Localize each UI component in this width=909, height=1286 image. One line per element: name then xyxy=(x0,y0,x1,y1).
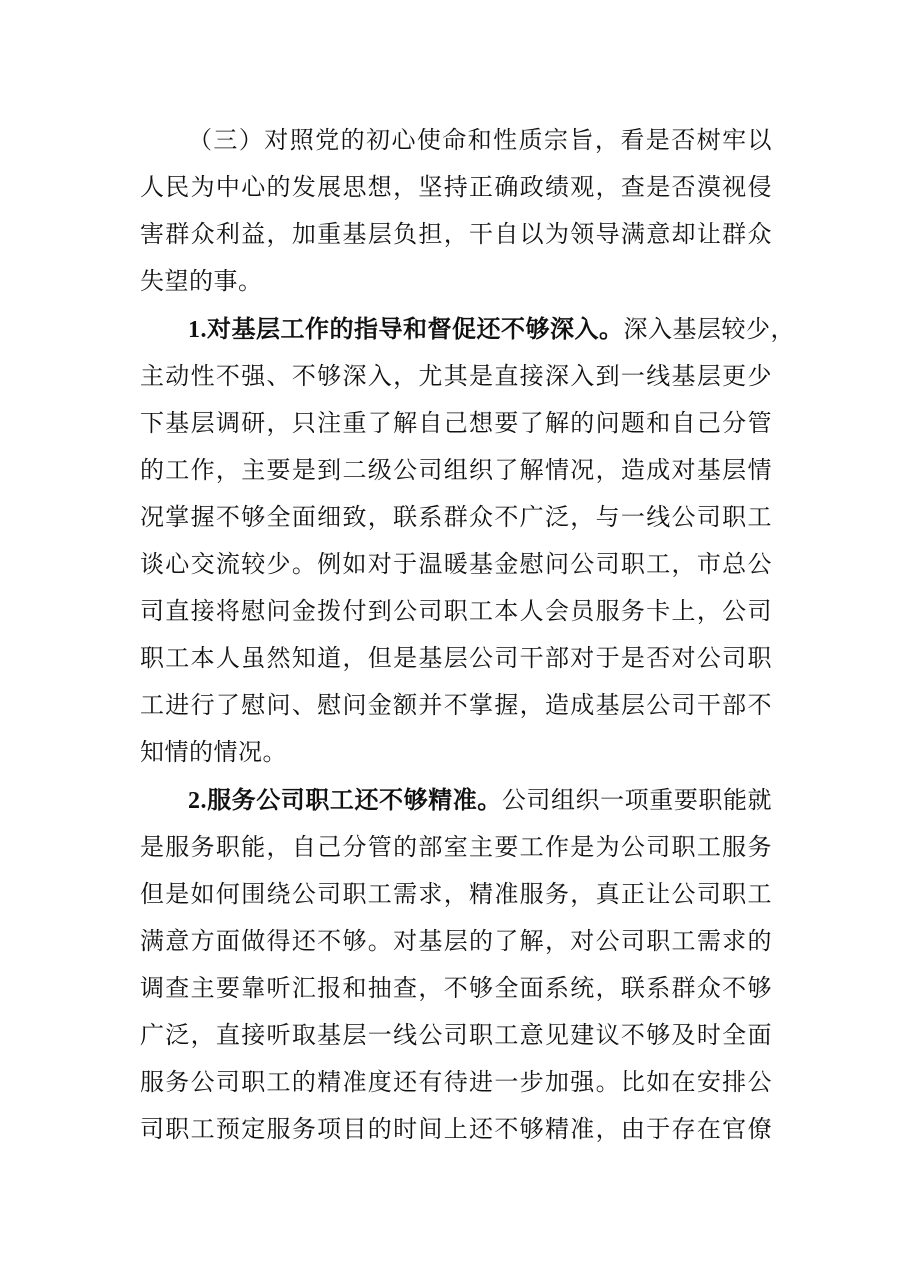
paragraph-3-line-4: 满意方面做得还不够。对基层的了解，对公司职工需求的 xyxy=(140,927,772,955)
paragraph-3-line-8: 司职工预定服务项目的时间上还不够精准，由于存在官僚 xyxy=(140,1115,772,1143)
paragraph-3-line-2: 是服务职能，自己分管的部室主要工作是为公司职工服务 xyxy=(140,833,772,861)
paragraph-2-line-9: 工进行了慰问、慰问金额并不掌握，造成基层公司干部不 xyxy=(140,691,772,719)
paragraph-3-line-7: 服务公司职工的精准度还有待进一步加强。比如在安排公 xyxy=(140,1068,772,1096)
paragraph-2-heading: 1.对基层工作的指导和督促还不够深入。 xyxy=(188,317,624,343)
paragraph-3-line-1-text: 公司组织一项重要职能就 xyxy=(501,786,773,814)
paragraph-2-line-2: 主动性不强、不够深入，尤其是直接深入到一线基层更少 xyxy=(140,362,772,390)
paragraph-2-line-3: 下基层调研，只注重了解自己想要了解的问题和自己分管 xyxy=(140,409,772,437)
paragraph-1-line-1: （三）对照党的初心使命和性质宗旨，看是否树牢以 xyxy=(188,126,772,154)
paragraph-3-heading: 2.服务公司职工还不够精准。 xyxy=(188,788,502,814)
paragraph-2-line-4: 的工作，主要是到二级公司组织了解情况，造成对基层情 xyxy=(140,456,772,484)
paragraph-2-line-1 xyxy=(188,309,795,349)
paragraph-3-line-5: 调查主要靠听汇报和抽查，不够全面系统，联系群众不够 xyxy=(140,974,772,1002)
paragraph-2-line-5: 况掌握不够全面细致，联系群众不广泛，与一线公司职工 xyxy=(140,503,772,531)
paragraph-2-line-7: 司直接将慰问金拨付到公司职工本人会员服务卡上，公司 xyxy=(140,597,772,625)
paragraph-1-line-2: 人民为中心的发展思想，坚持正确政绩观，查是否漠视侵 xyxy=(140,173,772,201)
paragraph-2-line-1-text: 深入基层较少， xyxy=(623,315,795,343)
paragraph-2-line-6: 谈心交流较少。例如对于温暖基金慰问公司职工，市总公 xyxy=(140,550,772,578)
paragraph-1-line-3: 害群众利益，加重基层负担，干自以为领导满意却让群众 xyxy=(140,220,772,248)
paragraph-2-line-8: 职工本人虽然知道，但是基层公司干部对于是否对公司职 xyxy=(140,644,772,672)
paragraph-3-line-3: 但是如何围绕公司职工需求，精准服务，真正让公司职工 xyxy=(140,880,772,908)
paragraph-3-line-6: 广泛，直接听取基层一线公司职工意见建议不够及时全面 xyxy=(140,1021,772,1049)
paragraph-2-line-10: 知情的情况。 xyxy=(140,738,287,766)
paragraph-3-line-1 xyxy=(188,780,772,820)
paragraph-1-line-4: 失望的事。 xyxy=(140,267,263,295)
